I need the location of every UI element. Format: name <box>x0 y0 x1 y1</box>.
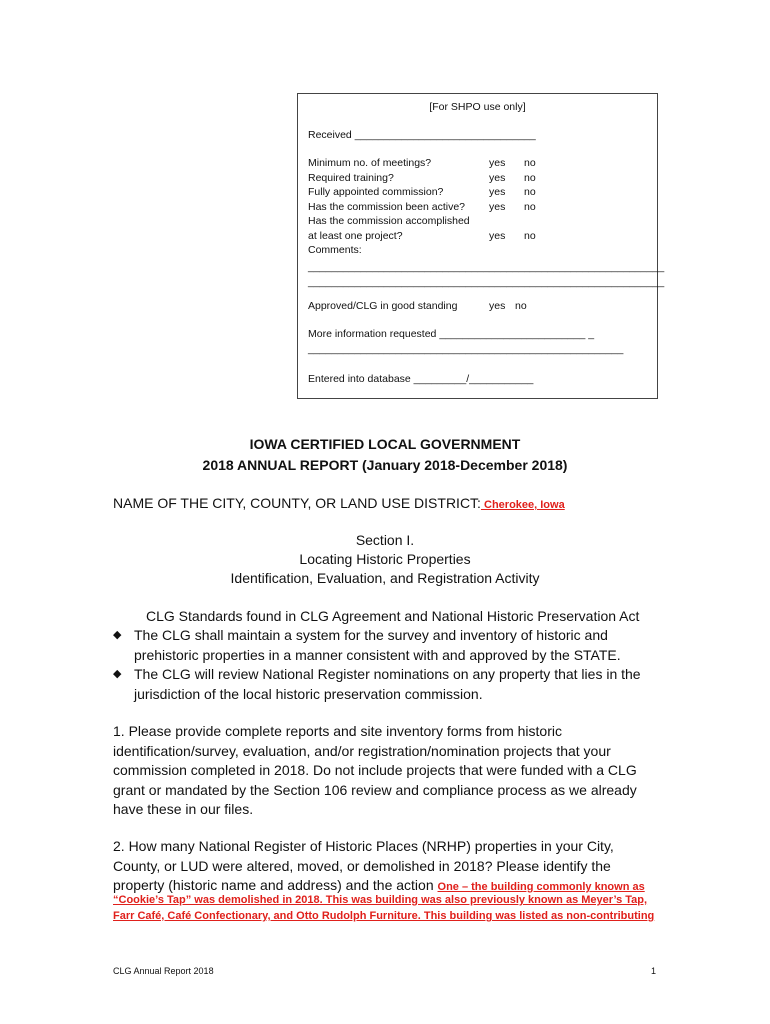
page-number: 1 <box>651 966 657 976</box>
question-meetings: Minimum no. of meetings? <box>308 157 432 169</box>
section-subtitle: Identification, Evaluation, and Registration Activity <box>230 570 540 586</box>
standards-heading: CLG Standards found in CLG Agreement and National Historic Preservation Act <box>146 608 640 624</box>
report-title-line2: 2018 ANNUAL REPORT (January 2018-December 2018) <box>202 457 568 473</box>
shpo-title: [For SHPO use only] <box>429 101 526 113</box>
more-info-field: More information requested _________________________ _ <box>308 328 595 340</box>
shpo-use-box <box>297 93 665 399</box>
q1-line-4: grant or mandated by the Section 106 review and compliance process as we already <box>113 781 637 798</box>
training-yes: yes <box>489 171 506 184</box>
approved-no: no <box>515 300 527 312</box>
meetings-yes: yes <box>489 157 506 169</box>
question-active: Has the commission been active? <box>308 200 465 213</box>
commission-yes: yes <box>489 186 506 198</box>
commission-no: no <box>524 186 536 198</box>
q2-answer-part-3: Farr Café, Café Confectionary, and Otto Rudolph Furniture. This building was listed as non-contributing <box>113 910 655 922</box>
accomplished-no: no <box>524 229 536 242</box>
report-title-line1: IOWA CERTIFIED LOCAL GOVERNMENT <box>249 436 521 452</box>
q2-line-3-text: property (historic name and address) and the action <box>113 877 438 893</box>
q2-answer-part-2: “Cookie’s Tap” was demolished in 2018. This was building was also previously known as Meyer’s Tap, <box>113 894 648 906</box>
comments-label: Comments: <box>308 244 362 256</box>
q1-line-2: identification/survey, evaluation, and/or registration/nomination projects that your <box>113 742 611 759</box>
comment-line-2: _____________________________________________________________ <box>308 276 665 288</box>
q2-answer-part-1: One – the building commonly known as <box>437 881 645 893</box>
question-training: Required training? <box>308 171 394 184</box>
more-info-line: ______________________________________________________ <box>308 343 624 355</box>
name-field-value: Cherokee, Iowa <box>480 499 565 511</box>
bullet-2-line-2: jurisdiction of the local historic preservation commission. <box>134 685 483 702</box>
question-accomplished-line1: Has the commission accomplished <box>308 215 470 227</box>
q1-line-3: commission completed in 2018. Do not include projects that were funded with a CLG <box>113 762 637 778</box>
q1-line-5: have these in our files. <box>113 801 254 817</box>
name-field-label: NAME OF THE CITY, COUNTY, OR LAND USE DISTRICT: <box>113 495 481 511</box>
approved-label: Approved/CLG in good standing <box>308 300 458 312</box>
bullet-2-line-1: The CLG will review National Register nominations on any property that lies in the <box>134 666 641 682</box>
q1-line-1: 1. Please provide complete reports and site inventory forms from historic <box>113 723 562 739</box>
bullet-1-line-1: The CLG shall maintain a system for the survey and inventory of historic and <box>134 627 608 643</box>
diamond-bullet-icon: ◆ <box>113 629 122 641</box>
meetings-no: no <box>524 157 536 169</box>
active-no: no <box>524 200 536 213</box>
accomplished-yes: yes <box>489 229 506 242</box>
entered-database-field: Entered into database _________/___________ <box>308 373 534 385</box>
footer-report-name: CLG Annual Report 2018 <box>113 966 214 976</box>
training-no: no <box>524 171 536 184</box>
q2-line-2: County, or LUD were altered, moved, or demolished in 2018? Please identify the <box>113 857 611 874</box>
q2-line-1: 2. How many National Register of Historic Places (NRHP) properties in your City, <box>113 838 614 854</box>
bullet-1-line-2: prehistoric properties in a manner consistent with and approved by the STATE. <box>134 646 621 663</box>
section-title: Locating Historic Properties <box>299 551 471 567</box>
active-yes: yes <box>489 200 506 213</box>
approved-yes: yes <box>489 300 506 312</box>
comment-line-1: _____________________________________________________________ <box>308 261 665 273</box>
name-field <box>113 494 565 516</box>
diamond-bullet-icon: ◆ <box>113 668 122 680</box>
section-number: Section I. <box>355 532 415 548</box>
received-field: Received _______________________________ <box>308 129 536 141</box>
question-accomplished-line2: at least one project? <box>308 229 403 242</box>
question-commission: Fully appointed commission? <box>308 186 444 198</box>
